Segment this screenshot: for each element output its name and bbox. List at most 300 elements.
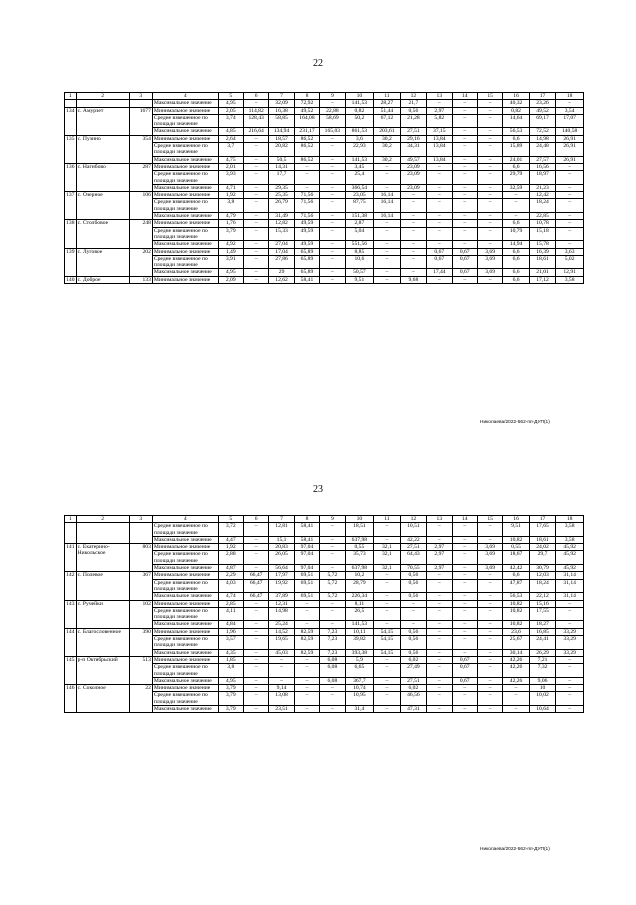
value-cell: – (556, 163, 584, 170)
value-type-cell: Минимальное значение (152, 276, 218, 283)
value-cell: 3,6 (345, 135, 374, 142)
value-cell: 10,78 (529, 220, 555, 227)
column-header: 5 (218, 516, 243, 523)
value-type-cell: Максимальное значение (152, 677, 218, 684)
value-cell: – (243, 628, 268, 635)
value-cell: 6,08 (320, 664, 345, 678)
value-cell: 17,97 (269, 572, 294, 579)
value-cell: – (452, 156, 477, 163)
value-cell: 42,42 (503, 565, 529, 572)
value-cell: 20,82 (269, 143, 294, 157)
value-cell: – (294, 607, 319, 621)
value-cell: 97,04 (294, 551, 319, 565)
value-cell: 56,53 (503, 593, 529, 600)
value-cell: 10 (529, 685, 555, 692)
value-cell: 2,97 (427, 551, 452, 565)
value-cell: 226,34 (345, 593, 374, 600)
table-row (65, 276, 584, 283)
value-cell: – (243, 135, 268, 142)
value-cell: – (320, 565, 345, 572)
value-cell: – (427, 241, 452, 248)
value-cell: 22,93 (345, 143, 374, 157)
value-cell: – (477, 213, 502, 220)
value-cell: 27,86 (269, 255, 294, 269)
value-cell: – (427, 706, 452, 713)
value-cell: 18,67 (503, 551, 529, 565)
value-cell: 637,98 (345, 565, 374, 572)
settlement-name-cell: с. Доброе (76, 276, 129, 283)
value-cell: 39,82 (345, 636, 374, 650)
value-cell: 10,74 (345, 685, 374, 692)
value-cell: 6,02 (400, 685, 426, 692)
value-cell: 32,09 (269, 100, 294, 107)
value-cell: – (452, 107, 477, 114)
value-cell: 12,81 (269, 523, 294, 537)
column-header: 16 (503, 93, 529, 100)
value-cell: 4,95 (218, 677, 243, 684)
value-cell: – (243, 220, 268, 227)
value-cell: 51,44 (374, 107, 400, 114)
value-cell: – (269, 656, 294, 663)
value-cell: – (477, 276, 502, 283)
value-cell: 10,95 (345, 692, 374, 706)
value-cell: 45,92 (556, 551, 584, 565)
value-cell: 2,97 (427, 107, 452, 114)
population-cell (129, 100, 152, 107)
value-cell: – (320, 551, 345, 565)
column-header: 1 (65, 516, 77, 523)
value-cell: – (374, 536, 400, 543)
value-cell: 31,49 (269, 213, 294, 220)
value-cell: – (477, 156, 502, 163)
value-cell: – (320, 143, 345, 157)
population-cell: 202 (129, 248, 152, 276)
value-cell: 21,23 (529, 184, 555, 191)
value-cell: 3,69 (477, 269, 502, 276)
value-cell: – (243, 184, 268, 191)
settlement-name-cell: с. Луговое (76, 248, 129, 276)
value-cell: 54,15 (374, 649, 400, 656)
value-cell: – (556, 607, 584, 621)
value-cell: 82,59 (294, 649, 319, 656)
value-cell: – (477, 128, 502, 135)
value-cell: 7,32 (529, 664, 555, 678)
value-cell: 30,79 (529, 565, 555, 572)
value-cell: – (452, 607, 477, 621)
value-cell: 0,82 (503, 107, 529, 114)
value-cell: 367,7 (345, 677, 374, 684)
table-row (65, 544, 584, 551)
value-cell: 12,82 (269, 220, 294, 227)
value-cell: – (243, 649, 268, 656)
value-cell: – (427, 656, 452, 663)
value-cell: 141,53 (345, 156, 374, 163)
value-cell: 4,74 (218, 593, 243, 600)
settlement-name-cell: с. Благословенное (76, 628, 129, 656)
value-cell: 27,04 (269, 241, 294, 248)
value-cell: – (374, 656, 400, 663)
value-cell: – (556, 685, 584, 692)
value-cell: 31,14 (556, 572, 584, 579)
value-cell: 10,82 (503, 607, 529, 621)
value-cell: – (243, 255, 268, 269)
value-cell: – (427, 100, 452, 107)
value-cell: 47,31 (400, 706, 426, 713)
value-cell: – (400, 607, 426, 621)
value-cell: – (320, 135, 345, 142)
settlement-name-cell: с. Столбовое (76, 220, 129, 248)
value-cell: 26,79 (269, 199, 294, 213)
value-cell: 12,91 (556, 269, 584, 276)
value-cell: – (556, 706, 584, 713)
value-cell: 16,14 (374, 213, 400, 220)
value-cell: – (477, 572, 502, 579)
value-cell: – (477, 135, 502, 142)
value-cell: 49,52 (529, 107, 555, 114)
value-cell: 4,95 (218, 269, 243, 276)
value-cell: 25,67 (503, 636, 529, 650)
value-cell: 30,14 (503, 649, 529, 656)
value-cell: 3,91 (218, 255, 243, 269)
value-cell: 1,92 (218, 544, 243, 551)
table-header-row (65, 516, 584, 523)
value-cell: 1,96 (218, 628, 243, 635)
value-cell: – (243, 706, 268, 713)
value-cell: 25,35 (269, 192, 294, 199)
table-row (65, 192, 584, 199)
value-cell: – (320, 692, 345, 706)
value-cell: – (556, 664, 584, 678)
value-cell: – (243, 269, 268, 276)
value-cell: – (320, 544, 345, 551)
value-cell: – (320, 706, 345, 713)
value-cell: 3,7 (218, 143, 243, 157)
value-cell: – (427, 685, 452, 692)
value-cell: 29,16 (400, 135, 426, 142)
value-cell: 0,67 (452, 656, 477, 663)
value-cell: – (294, 656, 319, 663)
value-type-cell: Максимальное значение (152, 269, 218, 276)
value-cell: – (320, 163, 345, 170)
value-cell: 3,58 (556, 536, 584, 543)
value-cell: 3,69 (477, 544, 502, 551)
column-header: 14 (452, 93, 477, 100)
value-type-cell: Средне взвешенное по площади значение (152, 692, 218, 706)
population-cell (129, 523, 152, 544)
value-cell: 3,72 (218, 523, 243, 537)
value-cell: 2,29 (218, 572, 243, 579)
table-header-row (65, 93, 584, 100)
value-cell: – (452, 628, 477, 635)
value-cell: – (374, 269, 400, 276)
value-cell: – (477, 706, 502, 713)
value-cell: – (294, 600, 319, 607)
value-cell: 65,89 (294, 255, 319, 269)
value-type-cell: Средне взвешенное по площади значение (152, 171, 218, 185)
value-cell: – (243, 213, 268, 220)
value-cell: 42,26 (503, 656, 529, 663)
value-cell: – (374, 163, 400, 170)
value-cell: 58,85 (269, 114, 294, 128)
value-cell: – (243, 636, 268, 650)
value-cell: 24,02 (529, 544, 555, 551)
value-type-cell: Минимальное значение (152, 544, 218, 551)
value-cell: – (374, 276, 400, 283)
value-cell: 10,82 (503, 621, 529, 628)
value-cell: – (452, 241, 477, 248)
value-cell: – (400, 600, 426, 607)
value-cell: – (243, 156, 268, 163)
value-cell: 6,02 (400, 656, 426, 663)
population-cell: 513 (129, 656, 152, 684)
value-cell: 3,57 (218, 636, 243, 650)
value-cell: 6,6 (503, 269, 529, 276)
value-cell: – (320, 600, 345, 607)
settlement-name-cell (76, 100, 129, 107)
value-cell: – (477, 649, 502, 656)
value-type-cell: Средне взвешенное по площади значение (152, 255, 218, 269)
value-cell: – (452, 706, 477, 713)
row-number-cell: 146 (65, 685, 77, 713)
value-cell: – (477, 184, 502, 191)
value-cell: – (477, 636, 502, 650)
value-cell: – (243, 276, 268, 283)
value-cell: – (294, 664, 319, 678)
value-cell: – (400, 255, 426, 269)
value-cell: 86,52 (294, 135, 319, 142)
value-type-cell: Средне взвешенное по площади значение (152, 114, 218, 128)
value-cell: 31,4 (345, 706, 374, 713)
row-number-cell: 144 (65, 628, 77, 656)
value-cell: – (294, 621, 319, 628)
table-row (65, 656, 584, 663)
value-cell: – (427, 213, 452, 220)
value-cell: 13,84 (427, 156, 452, 163)
value-cell: 9,51 (503, 523, 529, 537)
population-cell: 22 (129, 685, 152, 713)
value-cell: 5,72 (320, 572, 345, 579)
value-cell: – (427, 692, 452, 706)
value-cell: – (452, 572, 477, 579)
value-cell: – (243, 192, 268, 199)
value-cell: 7,23 (320, 636, 345, 650)
value-cell: 0,67 (452, 664, 477, 678)
table-row (65, 523, 584, 537)
value-cell: 71,56 (294, 213, 319, 220)
value-cell: 114,82 (243, 107, 268, 114)
value-cell: 19,65 (269, 636, 294, 650)
value-cell: – (374, 241, 400, 248)
population-cell: 367 (129, 572, 152, 600)
column-header: 18 (556, 516, 584, 523)
value-cell: 31,14 (556, 579, 584, 593)
value-cell: – (243, 536, 268, 543)
value-cell: 5,9 (345, 656, 374, 663)
value-cell: 87,75 (345, 199, 374, 213)
value-cell: – (477, 579, 502, 593)
settlement-name-cell: с. Екатерино-Никольское (76, 544, 129, 572)
value-cell: – (427, 572, 452, 579)
column-header: 13 (427, 93, 452, 100)
value-cell: – (503, 213, 529, 220)
column-header: 10 (345, 516, 374, 523)
value-cell: – (477, 220, 502, 227)
value-cell: 45,92 (556, 565, 584, 572)
value-cell: – (400, 248, 426, 255)
value-cell: – (452, 544, 477, 551)
value-cell: – (452, 600, 477, 607)
value-cell: – (243, 656, 268, 663)
column-header: 11 (374, 516, 400, 523)
value-cell: 3,58 (556, 523, 584, 537)
value-cell: 1,92 (218, 192, 243, 199)
value-type-cell: Средне взвешенное по площади значение (152, 664, 218, 678)
value-cell: 50,2 (345, 114, 374, 128)
value-cell: 3,79 (218, 685, 243, 692)
value-cell: 6,6 (503, 276, 529, 283)
value-cell: – (427, 171, 452, 185)
value-cell: 10,51 (400, 523, 426, 537)
value-cell: – (294, 677, 319, 684)
value-type-cell: Максимальное значение (152, 621, 218, 628)
value-cell: 97,04 (294, 544, 319, 551)
value-cell: 42,26 (503, 677, 529, 684)
value-cell: 45,92 (556, 544, 584, 551)
value-cell: 16,14 (374, 192, 400, 199)
value-cell: – (477, 227, 502, 241)
value-cell: 10,82 (503, 536, 529, 543)
value-cell: 231,17 (294, 128, 319, 135)
value-cell: – (320, 685, 345, 692)
value-cell: – (477, 685, 502, 692)
value-cell: 49,57 (400, 156, 426, 163)
row-number-cell: 138 (65, 220, 77, 248)
value-cell: – (556, 600, 584, 607)
value-cell: – (294, 171, 319, 185)
value-cell: 0,56 (400, 628, 426, 635)
value-cell: 24,48 (529, 143, 555, 157)
value-cell: 49,59 (294, 220, 319, 227)
value-cell: – (294, 685, 319, 692)
value-cell: – (427, 199, 452, 213)
value-cell: 3,69 (477, 255, 502, 269)
value-cell: – (320, 255, 345, 269)
value-cell: – (374, 621, 400, 628)
value-cell: – (427, 649, 452, 656)
value-cell: 66,47 (243, 593, 268, 600)
value-cell: 15,78 (529, 241, 555, 248)
value-cell: 47,87 (503, 579, 529, 593)
value-cell: – (243, 607, 268, 621)
value-cell: – (374, 248, 400, 255)
value-cell: 56,53 (503, 128, 529, 135)
value-type-cell: Максимальное значение (152, 184, 218, 191)
value-cell: 54,15 (374, 636, 400, 650)
value-cell: – (320, 184, 345, 191)
value-cell: 29,35 (269, 184, 294, 191)
value-cell: 9,14 (269, 685, 294, 692)
value-cell: – (452, 128, 477, 135)
value-cell: 17,07 (556, 114, 584, 128)
value-cell: 26,91 (556, 156, 584, 163)
value-cell: 50,5 (269, 156, 294, 163)
value-cell: 49,59 (294, 227, 319, 241)
value-cell: – (477, 593, 502, 600)
value-cell: 4,95 (218, 100, 243, 107)
value-cell: – (452, 649, 477, 656)
value-cell: – (503, 192, 529, 199)
value-cell: – (477, 536, 502, 543)
value-cell: – (400, 621, 426, 628)
value-cell: – (477, 656, 502, 663)
value-cell: – (477, 692, 502, 706)
value-cell: 6,08 (320, 656, 345, 663)
value-cell: – (243, 143, 268, 157)
value-cell: 16,56 (529, 163, 555, 170)
value-cell: – (477, 199, 502, 213)
column-header: 15 (477, 93, 502, 100)
value-cell: 30,2 (374, 156, 400, 163)
value-cell: 32,1 (374, 551, 400, 565)
value-cell: 97,04 (294, 565, 319, 572)
value-cell: – (374, 692, 400, 706)
value-cell: – (452, 135, 477, 142)
value-cell: 141,53 (345, 621, 374, 628)
value-cell: 12,03 (529, 572, 555, 579)
value-cell: 0,55 (503, 544, 529, 551)
value-cell: – (477, 171, 502, 185)
value-cell: – (320, 100, 345, 107)
value-cell: – (427, 276, 452, 283)
population-cell: 803 (129, 544, 152, 572)
value-cell: 0,56 (400, 649, 426, 656)
value-cell: – (427, 536, 452, 543)
value-cell: – (452, 171, 477, 185)
value-cell: 10,2 (345, 572, 374, 579)
value-cell: 0,56 (400, 579, 426, 593)
value-type-cell: Минимальное значение (152, 192, 218, 199)
value-cell: – (320, 523, 345, 537)
value-cell: 71,56 (294, 199, 319, 213)
value-cell: 4,79 (218, 213, 243, 220)
value-cell: 5,82 (427, 114, 452, 128)
value-cell: 4,35 (218, 649, 243, 656)
value-cell: 31,14 (556, 593, 584, 600)
page-number-bottom: 23 (313, 484, 323, 495)
table-row (65, 600, 584, 607)
value-cell: – (452, 579, 477, 593)
value-cell: 0,56 (400, 107, 426, 114)
value-cell: 2,88 (218, 551, 243, 565)
value-cell: 58,41 (294, 276, 319, 283)
value-cell: 22,88 (320, 107, 345, 114)
value-cell: – (452, 100, 477, 107)
row-number-cell (65, 100, 77, 107)
value-cell: – (556, 692, 584, 706)
value-cell: – (400, 269, 426, 276)
value-cell: 49,59 (294, 241, 319, 248)
value-cell: – (477, 241, 502, 248)
value-cell: 37,15 (427, 128, 452, 135)
column-header: 9 (320, 93, 345, 100)
value-type-cell: Средне взвешенное по площади значение (152, 143, 218, 157)
column-header: 2 (76, 516, 129, 523)
value-type-cell: Максимальное значение (152, 706, 218, 713)
value-cell: 27,51 (400, 677, 426, 684)
column-header: 14 (452, 516, 477, 523)
value-cell: 6,65 (345, 664, 374, 678)
settlement-name-cell: с. Амурзет (76, 107, 129, 135)
